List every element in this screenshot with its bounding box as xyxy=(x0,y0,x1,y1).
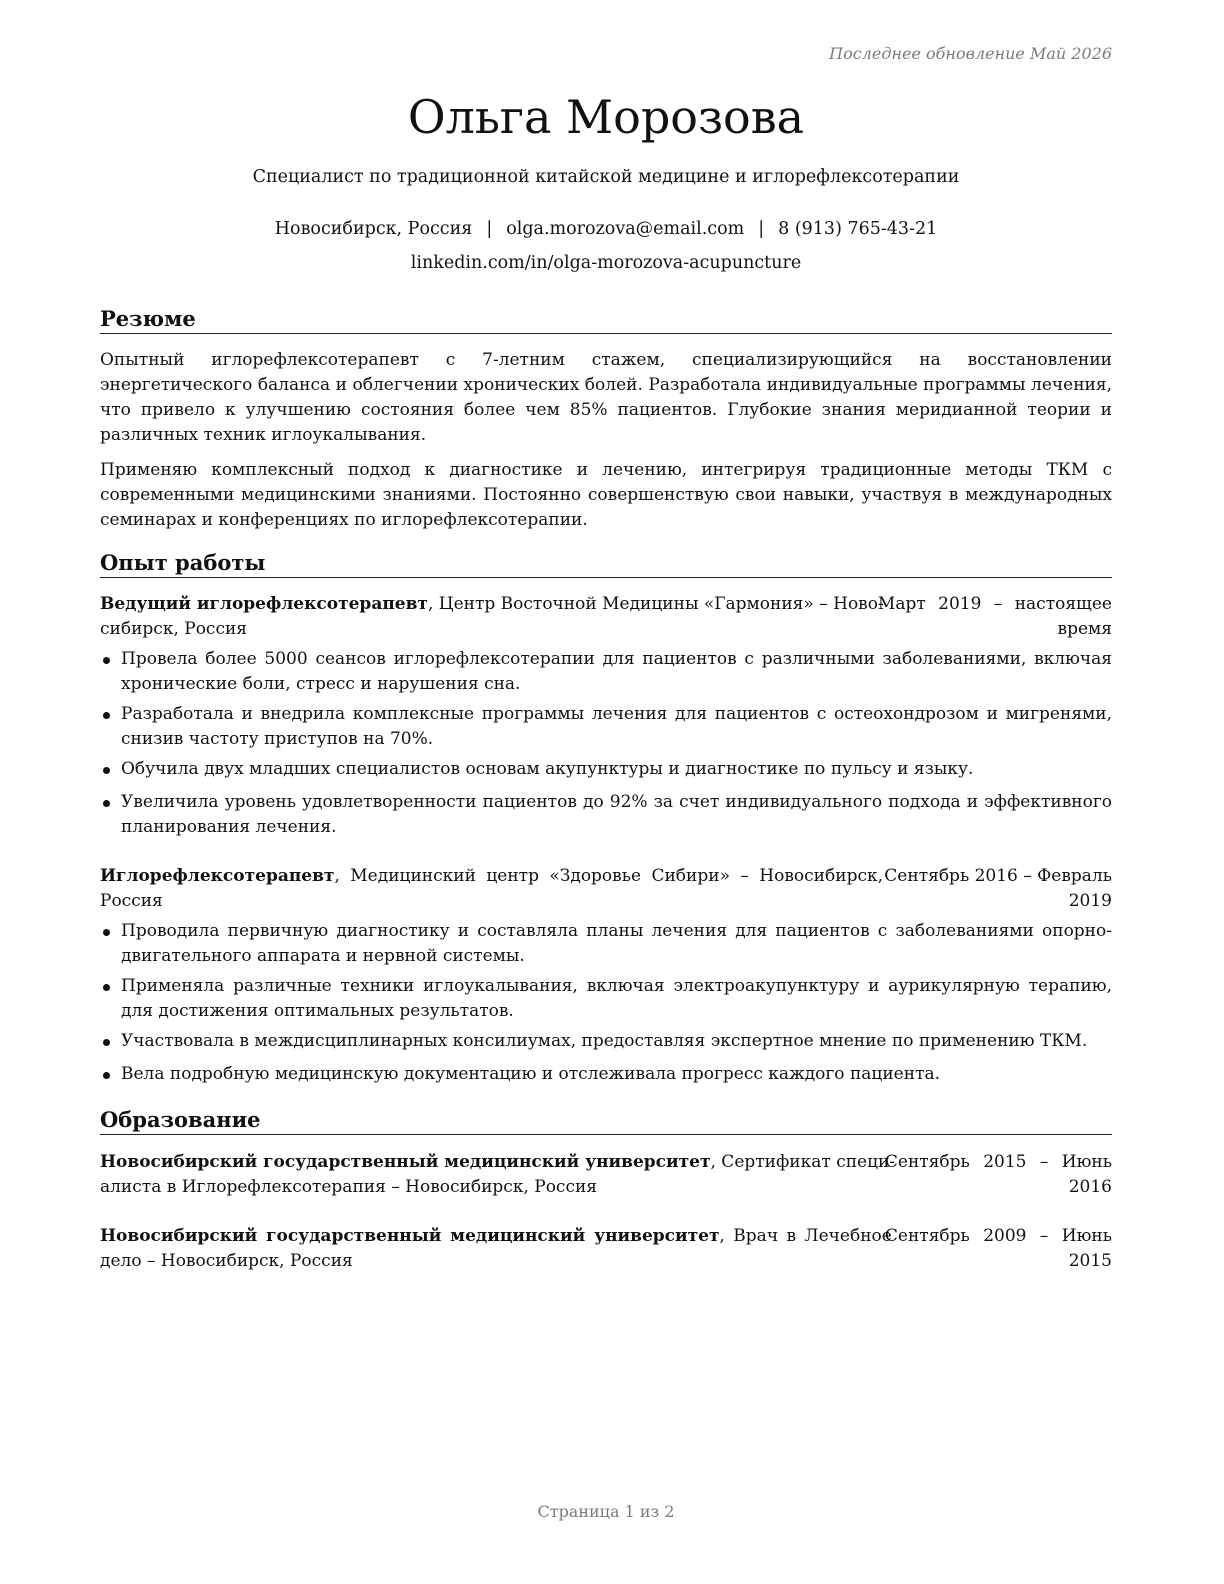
education-date-end: 2016 xyxy=(1068,1177,1112,1197)
education-description xyxy=(100,1150,950,1200)
job-dates xyxy=(878,592,1112,642)
education-item xyxy=(100,1224,1112,1274)
education-detail: , Врач в Лечебное xyxy=(719,1226,892,1246)
job-role: Иглорефлексотерапевт xyxy=(100,866,335,886)
education-institution: Новосибирский государственный медицинский университет xyxy=(100,1152,711,1172)
job-role: Ведущий иглорефлексотерапевт xyxy=(100,594,428,614)
page-number: Страница 1 из 2 xyxy=(537,1502,675,1521)
summary-paragraph: Применяю комплексный подход к диагностике и лечению, интегрируя традиционные методы ТКМ с современными медицинскими знаниями. Постоянно совершенствую свои навыки, участвуя в международных семинарах и конференциях по иглорефлексотерапии. xyxy=(100,460,1112,530)
education-description xyxy=(100,1224,950,1274)
job-bullets xyxy=(100,647,1112,845)
bullet-icon xyxy=(103,712,110,719)
education-dates xyxy=(885,1224,1112,1274)
job-place-continued: Россия xyxy=(100,891,163,911)
list-item: Проводила первичную диагностику и составляла планы лечения для пациентов с заболеваниями опорно-двигательного аппарата и нервной системы. xyxy=(100,919,1112,969)
contact-line xyxy=(100,219,1112,239)
candidate-name: Ольга Морозова xyxy=(407,90,805,144)
list-item: Обучила двух младших специалистов основам акупунктуры и диагностике по пульсу и языку. xyxy=(100,757,1112,782)
list-item: Вела подробную медицинскую документацию и отслеживала прогресс каждого пациента. xyxy=(100,1062,1112,1087)
list-item: Применяла различные техники иглоукалывания, включая электроакупунктуру и аурикулярную терапию, для достижения оптимальных результатов. xyxy=(100,974,1112,1024)
list-item: Разработала и внедрила комплексные программы лечения для пациентов с остеохондрозом и мигренями, снизив частоту приступов на 70%. xyxy=(100,702,1112,752)
bullet-icon xyxy=(103,984,110,991)
education-institution: Новосибирский государственный медицинский университет xyxy=(100,1226,720,1246)
list-item: Провела более 5000 сеансов иглорефлексотерапии для пациентов с различными заболеваниями, включая хронические боли, стресс и нарушения сна. xyxy=(100,647,1112,697)
job-dates xyxy=(884,864,1112,914)
job-date-start: Сентябрь 2016 – Февраль xyxy=(884,866,1112,886)
job-bullets xyxy=(100,919,1112,1092)
education-item xyxy=(100,1150,1112,1200)
contact-separator: | xyxy=(486,219,493,239)
education-detail-continued: алиста в Иглорефлексотерапия – Новосибирск, Россия xyxy=(100,1177,598,1197)
contact-location: Новосибирск, Россия xyxy=(274,219,473,239)
bullet-icon xyxy=(103,929,110,936)
job-date-end: время xyxy=(1057,619,1112,639)
summary-paragraph: Опытный иглорефлексотерапевт с 7-летним стажем, специализирующийся на восстановлении энергетического баланса и облегчении хронических болей. Разработала индивидуальные программы лечения, что привело к улучшению состояния более чем 85% пациентов. Глубокие знания меридианной теории и различных техник иглоукалывания. xyxy=(100,350,1112,445)
bullet-icon xyxy=(103,767,110,774)
bullet-icon xyxy=(103,657,110,664)
section-title-education: Образование xyxy=(100,1106,1112,1135)
job-header xyxy=(100,864,1112,914)
education-detail-continued: дело – Новосибирск, Россия xyxy=(100,1251,353,1271)
contact-phone: 8 (913) 765-43-21 xyxy=(778,219,938,239)
section-title-experience: Опыт работы xyxy=(100,549,1112,578)
list-item: Участвовала в междисциплинарных консилиумах, предоставляя экспертное мнение по применению ТКМ. xyxy=(100,1029,1112,1054)
job-date-end: 2019 xyxy=(1068,891,1112,911)
job-place-continued: сибирск, Россия xyxy=(100,619,248,639)
candidate-subtitle: Специалист по традиционной китайской медицине и иглорефлексотерапии xyxy=(252,167,960,187)
bullet-icon xyxy=(103,800,110,807)
education-detail: , Сертификат специ- xyxy=(710,1152,896,1172)
bullet-icon xyxy=(103,1039,110,1046)
job-header xyxy=(100,592,1112,642)
education-date-end: 2015 xyxy=(1068,1251,1112,1271)
education-dates xyxy=(885,1150,1112,1200)
section-title-summary: Резюме xyxy=(100,305,1112,334)
contact-email[interactable]: olga.morozova@email.com xyxy=(506,219,745,239)
job-place: , Центр Восточной Медицины «Гармония» – Ново- xyxy=(427,594,884,614)
job-description xyxy=(100,864,884,914)
resume-page xyxy=(100,0,1112,1584)
job-place: , Медицинский центр «Здоровье Сибири» – Новосибирск, xyxy=(334,866,884,886)
education-date-start: Сентябрь 2009 – Июнь xyxy=(884,1226,1112,1246)
job-description xyxy=(100,592,920,642)
bullet-icon xyxy=(103,1072,110,1079)
contact-linkedin[interactable]: linkedin.com/in/olga-morozova-acupuncture xyxy=(410,253,802,273)
job-date-start: Март 2019 – настоящее xyxy=(877,594,1112,614)
contact-separator: | xyxy=(758,219,765,239)
last-updated: Последнее обновление Май 2026 xyxy=(829,44,1112,63)
education-date-start: Сентябрь 2015 – Июнь xyxy=(884,1152,1112,1172)
list-item: Увеличила уровень удовлетворенности пациентов до 92% за счет индивидуального подхода и эффективного планирования лечения. xyxy=(100,790,1112,840)
